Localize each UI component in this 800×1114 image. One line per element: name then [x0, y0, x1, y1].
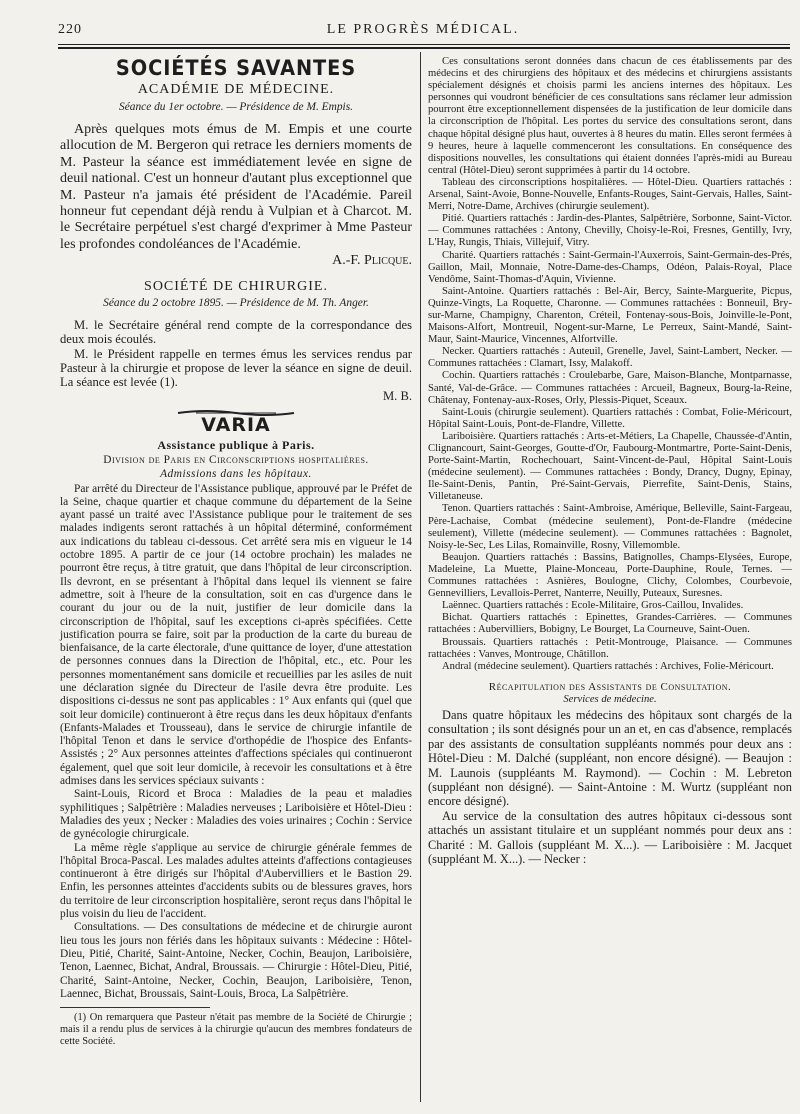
admissions-p4: Consultations. — Des consultations de médecine et de chirurgie auront lieu tous les jours non fériés dans les hôpitaux suivants : Médecine : Hôtel-Dieu, Pitié, Charité, Saint-Antoine, Necker, Cochin, Beaujon, Lariboisière, Tenon, Laennec, Bichat, Andral, Broussais. — Chirurgie : Hôtel-Dieu, Pitié, Charité, Saint-Antoine, Necker, Cochin, Beaujon, Lariboisière, Tenon, Laennec, Bichat, Broussais, Saint-Louis, Broca, La Salpêtrière. [60, 921, 412, 1000]
tableau-pitie: Pitié. Quartiers rattachés : Jardin-des-Plantes, Salpêtrière, Sorbonne, Saint-Victor. — Communes rattachées : Antony, Chevilly, Choisy-le-Roi, Fresnes, Gentilly, Ivry, L'Hay, Rungis, Thiais, Villejuif, Vitry. [428, 213, 792, 249]
chirurgie-body-block [60, 318, 412, 403]
left-column [60, 56, 412, 1048]
page-number: 220 [58, 22, 82, 37]
chirurgie-signature: M. B. [382, 389, 412, 404]
varia-title: VARIA [201, 414, 271, 437]
tableau-necker: Necker. Quartiers rattachés : Auteuil, Grenelle, Javel, Saint-Lambert, Necker. — Communes rattachées : Clamart, Issy, Malakoff. [428, 346, 792, 370]
division-title: Division de Paris en Circonscriptions hospitalières. [103, 453, 369, 466]
tableau-bichat: Bichat. Quartiers rattachés : Epinettes, Grandes-Carrières. — Communes rattachées : Aubervilliers, Bobigny, Le Bourget, La Courneuve, Saint-Ouen. [428, 612, 792, 636]
right-column [428, 56, 792, 866]
academie-body-block [60, 122, 412, 270]
academie-session: Séance du 1er octobre. — Présidence de M. Empis. [119, 100, 353, 113]
tableau-tenon: Tenon. Quartiers rattachés : Saint-Ambroise, Amérique, Belleville, Saint-Fargeau, Père-Lachaise, Combat (médecine seulement), Pont-de-Flandre (médecine seulement), Villette (médecine seulement). — Communes rattachées : Bagnolet, Noisy-le-Sec, Les Lilas, Romainville, Rosny, Villemomble. [428, 503, 792, 551]
recap-p2: Au service de la consultation des autres hôpitaux ci-dessous sont attachés un assistant titulaire et un suppléant nommés pour deux ans : Charité : M. Gallois (suppléant M. X...). — Lariboisière : M. Jacquet (suppléant M. X...). — Necker : [428, 808, 792, 867]
academie-title: ACADÉMIE DE MÉDECINE. [137, 82, 335, 98]
tableau-andral: Andral (médecine seulement). Quartiers rattachés : Archives, Folie-Méricourt. [442, 660, 774, 672]
header-rule-thick [58, 47, 790, 49]
tableau-laennec: Laënnec. Quartiers rattachés : Ecole-Militaire, Gros-Caillou, Invalides. [442, 600, 744, 612]
admissions-p2: Saint-Louis, Ricord et Broca : Maladies de la peau et maladies syphilitiques ; Salpêtrière : Maladies nerveuses ; Lariboisière et Hôtel-Dieu : Maladies des yeux ; Necker : Maladies des voies urinaires ; Cochin : Service de gynécologie chirurgicale. [60, 788, 412, 841]
tableau-charite: Charité. Quartiers rattachés : Saint-Germain-l'Auxerrois, Saint-Germain-des-Prés, Gaillon, Mail, Monnaie, Notre-Dame-des-Champs, Odéon, Palais-Royal, Place Vendôme, Saint-Thomas-d'Aquin, Vivienne. [428, 249, 792, 285]
tableau-saint-louis: Saint-Louis (chirurgie seulement). Quartiers rattachés : Combat, Folie-Méricourt, Hôpital Saint-Louis, Pont-de-Flandre, Villette. [428, 406, 792, 430]
academie-signature: A.-F. Plicque. [332, 253, 412, 269]
tableau-saint-antoine: Saint-Antoine. Quartiers rattachés : Bel-Air, Bercy, Sainte-Marguerite, Picpus, Quinze-Vingts, La Roquette, Charonne. — Communes rattachées : Bonneuil, Bry-sur-Marne, Champigny, Charenton, Créteil, Fontenay-sous-Bois, Joinville-le-Pont, Maisons-Alfort, Montreuil, Nogent-sur-Marne, Le Perreux, Saint-Mandé, Saint-Maur, Saint-Maurice, Vincennes, Alfortville. [428, 285, 792, 346]
tableau-broussais: Broussais. Quartiers rattachés : Petit-Montrouge, Plaisance. — Communes rattachées : Vanves, Montrouge, Châtillon. [428, 636, 792, 660]
admissions-p3: La même règle s'applique au service de chirurgie générale femmes de l'hôpital Broca-Pascal. Les malades adultes atteints d'affections contagieuses continueront à être dirigés sur l'hôpital d'Aubervilliers et le Bastion 29. Enfin, les personnes atteintes d'accidents subits ou de blessures graves, hors du territoire de leur circonscription hospitalière, seront reçus dans l'hôpital le plus voisin du lieu de l'accident. [60, 841, 412, 921]
consultations-paragraph: Ces consultations seront données dans chacun de ces établissements par des médecins et des chirurgiens des hôpitaux et des médecins et chirurgiens assistants spécialement désignés et choisis parmi les anciens internes des hôpitaux. Les personnes qui voudront bénéficier de ces consultations sans réclamer leur admission pourront être exceptionnellement dispensées de la justification de leur domicile dans la circonscription de l'hôpital. Les portes du service des consultations seront, dans chaque hôpital désigné plus haut, ouvertes à 8 heures du matin. Elles seront fermées à 9 heures, heure à laquelle commenceront les consultations. En conséquence des dispositions nouvelles, les consultations qui étaient données l'après-midi au Bureau central (Hôtel-Dieu) seront supprimées à partir du 14 octobre. [428, 56, 792, 176]
recap-subtitle: Services de médecine. [563, 693, 657, 705]
tableau-cochin: Cochin. Quartiers rattachés : Croulebarbe, Gare, Maison-Blanche, Montparnasse, Santé, Val-de-Grâce. — Communes rattachées : Arcueil, Bagneux, Bourg-la-Reine, Châtenay, Fontenay-aux-Roses, Orly, Plessis-Piquet, Sceaux. [428, 370, 792, 406]
footnote-rule [60, 1007, 210, 1008]
tableau-hotel-dieu: Tableau des circonscriptions hospitalières. — Hôtel-Dieu. Quartiers rattachés : Arsenal, Saint-Avoie, Bonne-Nouvelle, Enfants-Rouges, Saint-Gervais, Halles, Saint-Merri, Notre-Dame, Archives (chirurgie seulement). [428, 176, 792, 213]
recap-title: Récapitulation des Assistants de Consultation. [488, 680, 732, 693]
chirurgie-p2: M. le Président rappelle en termes émus les services rendus par Pasteur à la chirurgie et propose de lever la séance en signe de deuil. La séance est levée (1). [60, 346, 412, 389]
academie-body: Après quelques mots émus de M. Empis et une courte allocution de M. Bergeron qui retrace les derniers moments de M. Pasteur la séance est immédiatement levée en signe de deuil national. C'est un honneur d'autant plus exceptionnel que M. Pasteur n'a jamais été président de l'Académie. Pareil honneur fut cependant déjà rendu à Vulpian et à Charcot. M. le Secrétaire perpétuel s'est chargé d'exprimer à Mme Pasteur les profondes condoléances de l'Académie. [60, 121, 412, 252]
tableau-lariboisiere: Lariboisière. Quartiers rattachés : Arts-et-Métiers, La Chapelle, Chaussée-d'Antin, Clignancourt, Saint-Georges, Goutte-d'Or, Faubourg-Montmartre, Porte-Saint-Denis, Porte-Saint-Martin, Rochechouart, Saint-Vincent-de-Paul, Hôpital Saint-Louis (médecine seulement). — Communes rattachées : Bondy, Drancy, Dugny, Epinay, Ile-Saint-Denis, Pantin, Pré-Saint-Gervais, Pierrefite, Saint-Denis, Stains, Villetaneuse. [428, 430, 792, 503]
chirurgie-session: Séance du 2 octobre 1895. — Présidence de M. Th. Anger. [103, 296, 369, 309]
admissions-p1: Par arrêté du Directeur de l'Assistance publique, approuvé par le Préfet de la Seine, chaque quartier et chaque commune du département de la Seine ayant passé un traité avec l'Assistance publique pour le traitement de ses malades indigents seront rattachés à un hôpital déterminé, conformément aux indications du tableau ci-dessous. Cet arrêté sera mis en vigueur le 14 octobre 1895. A partir de ce jour (14 octobre prochain) les malades ne pourront être reçus, à titre gratuit, que dans l'hôpital de leur circonscription. Ils devront, en se présentant à l'hôpital dans lequel ils viennent se faire admettre, soit à l'heure de la consultation, soit en cas d'urgence dans le courant du jour ou de la nuit, justifier de leur domicile dans la circonscription de l'hôpital, sauf les exceptions ci-après spécifiées. Cette justification pourra se faire, soit par la production de la carte du bureau de bienfaisance, de la carte électorale, d'une quittance de loyer, d'une attestation de personnes connues dans la Direction de l'hôpital, etc., etc. Pour les personnes momentanément sans domicile et recueillies par les asiles de nuit une déclaration signée du Directeur de l'asile devra être produite. Les dispositions ci-dessus ne sont pas applicables : 1° Aux enfants qui (quel que soit leur domicile) continueront à être reçus dans les deux hôpitaux d'enfants (Enfants-Malades et Trousseau), dans le service de chirurgie infantile de l'hôpital Tenon et dans le service d'orthopédie de l'hospice des Enfants-Assistés ; 2° Aux personnes atteintes d'affections spéciales qui continueront également, quel que soit leur domicile, à recevoir les consultations et à être admises dans les services spéciaux suivants : [60, 482, 412, 788]
journal-title: LE PROGRÈS MÉDICAL. [326, 22, 520, 37]
recap-body [428, 708, 792, 866]
column-divider [420, 52, 421, 1102]
assistance-title: Assistance publique à Paris. [157, 437, 315, 452]
footnote: (1) On remarquera que Pasteur n'était pas membre de la Société de Chirurgie ; mais il a rendu plus de services à la chirurgie qu'aucun des membres fondateurs de cette Société. [60, 1012, 412, 1048]
chirurgie-p1: M. le Secrétaire général rend compte de la correspondance des deux mois écoulés. [60, 318, 412, 347]
chirurgie-title: SOCIÉTÉ DE CHIRURGIE. [144, 278, 328, 294]
section-title: SOCIÉTÉS SAVANTES [115, 56, 357, 80]
recap-p1: Dans quatre hôpitaux les médecins des hôpitaux sont chargés de la consultation ; ils sont désignés pour un an et, en cas d'absence, remplacés par des assistants de consultation suppléants nommés pour deux ans : Hôtel-Dieu : M. Dalché (suppléant, non encore désigné). — Beaujon : M. Launois (suppléants M. Raymond). — Cochin : M. Lebreton (suppléant non désigné). — Saint-Antoine : M. Wurtz (suppléant non encore désigné). [428, 707, 792, 809]
admissions-title: Admissions dans les hôpitaux. [160, 468, 312, 481]
page-header [58, 22, 788, 42]
header-rule [58, 44, 790, 45]
tableau-beaujon: Beaujon. Quartiers rattachés : Bassins, Batignolles, Champs-Elysées, Europe, Madeleine, La Muette, Plaine-Monceau, Porte-Dauphine, Roule, Ternes. — Communes rattachées : Asnières, Boulogne, Clichy, Colombes, Courbevoie, Gennevilliers, Levallois-Perret, Nanterre, Neuilly, Puteaux, Suresnes. [428, 551, 792, 600]
